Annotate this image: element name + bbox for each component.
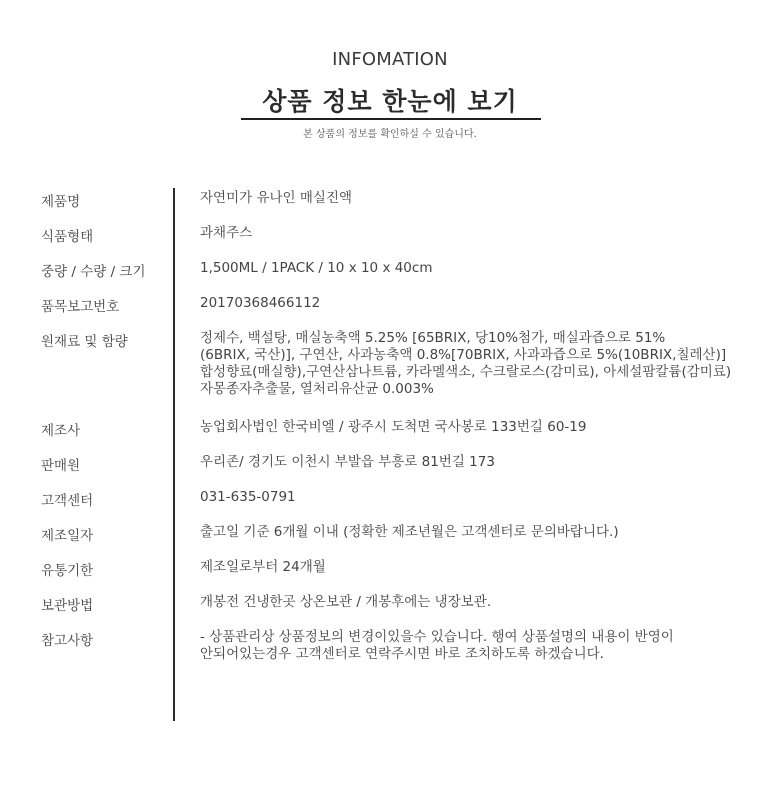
row-value	[200, 489, 296, 506]
row-label: 참고사항	[41, 633, 94, 649]
value-line: - 상품관리상 상품정보의 변경이있을수 있습니다. 행여 상품설명의 내용이 반영이	[200, 629, 674, 645]
row-label: 판매원	[41, 458, 81, 474]
row-label: 제품명	[41, 194, 81, 210]
value-line: 안되어있는경우 고객센터로 연락주시면 바로 조치하도록 하겠습니다.	[200, 646, 604, 662]
page-title: 상품 정보 한눈에 보기	[262, 87, 518, 116]
value-line: 과채주스	[200, 225, 253, 241]
row-label: 식품형태	[41, 229, 94, 245]
value-line: 자연미가 유나인 매실진액	[200, 190, 353, 206]
value-line: (6BRIX, 국산)], 구연산, 사과농축액 0.8%[70BRIX, 사과과즙으로 5%(10BRIX,칠레산)]	[200, 347, 727, 363]
info-eyebrow: INFOMATION	[332, 49, 448, 70]
row-label: 중량 / 수량 / 크기	[41, 264, 146, 280]
value-line: 20170368466112	[200, 295, 321, 311]
row-value	[200, 330, 778, 398]
row-label: 보관방법	[41, 598, 94, 614]
row-value	[200, 295, 320, 312]
value-line: 합성향료(매실향),구연산삼나트륨, 카라멜색소, 수크랄로스(감미료), 아세설팜칼륨(감미료)	[200, 364, 732, 380]
row-label: 제조사	[41, 423, 81, 439]
row-label: 유통기한	[41, 563, 94, 579]
value-line: 정제수, 백설탕, 매실농축액 5.25% [65BRIX, 당10%첨가, 매실과즙으로 51%	[200, 330, 666, 346]
value-line: 자몽종자추출물, 열처리유산균 0.003%	[200, 381, 434, 397]
column-divider	[173, 188, 175, 721]
title-underline	[241, 118, 541, 120]
row-value	[200, 419, 586, 436]
row-value	[200, 629, 778, 663]
row-value	[200, 594, 491, 611]
value-line: 농업회사법인 한국비엘 / 광주시 도척면 국사봉로 133번길 60-19	[200, 419, 587, 435]
row-label: 고객센터	[41, 493, 94, 509]
value-line: 제조일로부터 24개월	[200, 559, 326, 575]
row-label: 제조일자	[41, 528, 94, 544]
row-value	[200, 559, 326, 576]
row-value	[200, 225, 252, 242]
row-value	[200, 260, 432, 277]
row-label: 품목보고번호	[41, 299, 120, 315]
value-line: 출고일 기준 6개월 이내 (정확한 제조년월은 고객센터로 문의바랍니다.)	[200, 524, 619, 540]
row-value	[200, 454, 495, 471]
value-line: 개봉전 건냉한곳 상온보관 / 개봉후에는 냉장보관.	[200, 594, 492, 610]
row-label: 원재료 및 함량	[41, 334, 128, 350]
row-value	[200, 190, 352, 207]
row-value	[200, 524, 619, 541]
value-line: 1,500ML / 1PACK / 10 x 10 x 40cm	[200, 260, 433, 276]
page-subtitle: 본 상품의 정보를 확인하실 수 있습니다.	[303, 129, 477, 140]
value-line: 우리존/ 경기도 이천시 부발읍 부흥로 81번길 173	[200, 454, 495, 470]
value-line: 031-635-0791	[200, 489, 296, 505]
